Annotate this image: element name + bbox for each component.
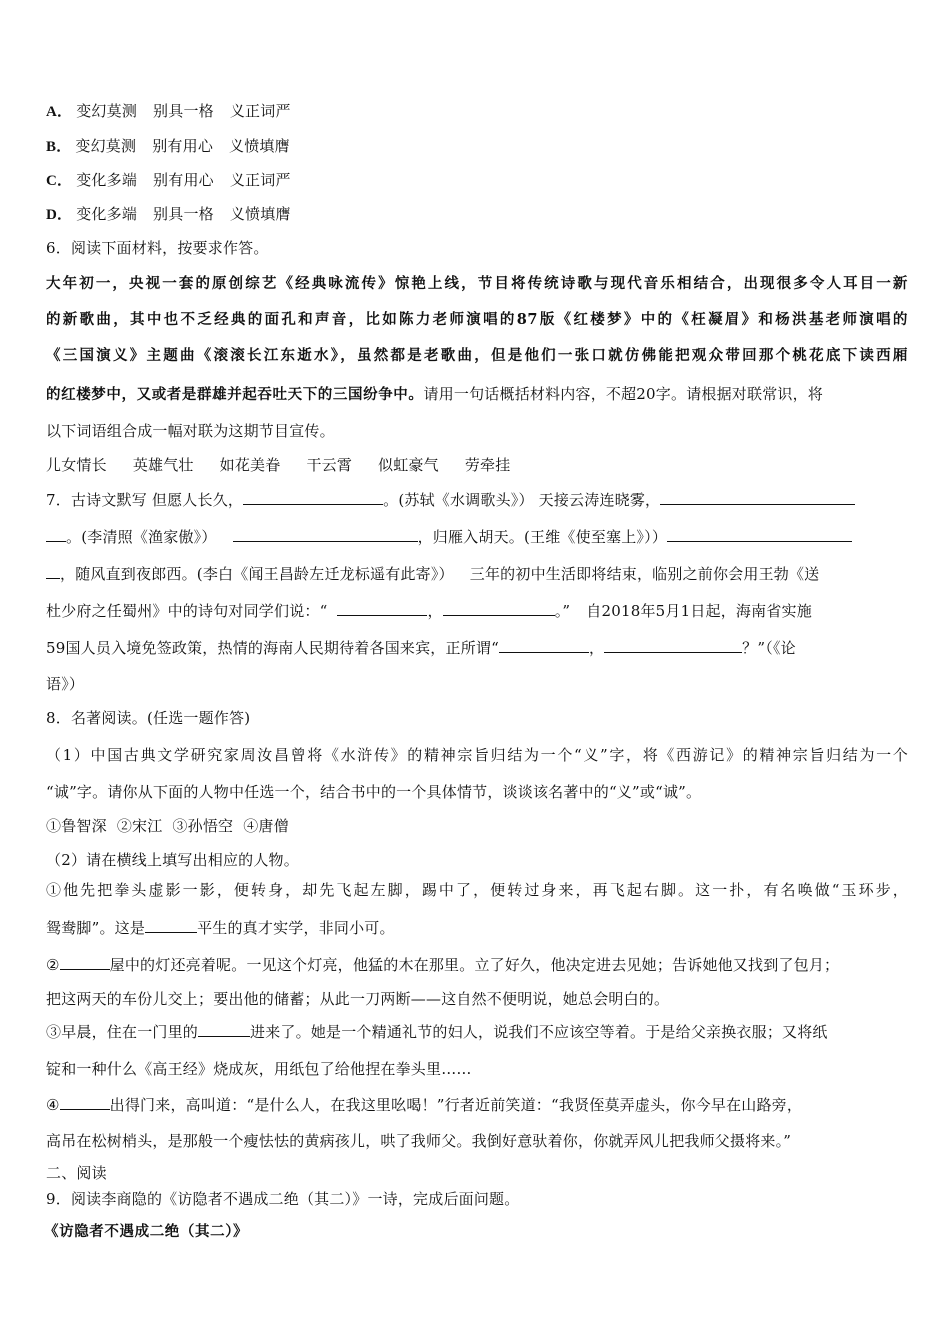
word: 儿女情长 — [46, 456, 107, 474]
q6-prompt: 6．阅读下面材料，按要求作答。 — [46, 239, 269, 257]
q7-text: 杜少府之任蜀州》中的诗句对同学们说：“ — [46, 602, 328, 620]
q8-item2-line: 把这两天的车份儿交上；要出他的储蓄；从此一刀两断——这自然不便明说，她总会明白的。 — [46, 990, 670, 1008]
q6-material-line — [46, 384, 908, 405]
option-word: 别有用心 — [153, 171, 214, 189]
answer-blank[interactable] — [667, 526, 852, 542]
q8-text: 进来了。她是一个精通礼节的妇人，说我们不应该空等着。于是给父亲换衣服；又将纸 — [250, 1023, 828, 1041]
q6-material-text: 的红楼梦中，又或者是群雄并起吞吐天下的三国纷争中。 — [46, 386, 424, 403]
option-letter: A． — [46, 104, 73, 120]
option-word: 变化多端 — [76, 171, 138, 189]
q7-text: 三年的初中生活即将结束，临别之前你会用王勃《送 — [469, 565, 820, 583]
option-word: 别具一格 — [153, 205, 214, 223]
word: 干云霄 — [306, 456, 353, 474]
option-b — [46, 136, 908, 157]
q7-line — [46, 600, 908, 621]
answer-blank[interactable] — [60, 1094, 110, 1110]
option-word: 别有用心 — [152, 137, 214, 155]
option-d — [46, 204, 908, 225]
q6-material-line: 大年初一，央视一套的原创综艺《经典咏流传》惊艳上线，节目将传统诗歌与现代音乐相结合，出现很多令人耳目一新 — [46, 275, 908, 292]
q8-item4-line: 高吊在松树梢头，是那般一个瘦怯怯的黄病孩儿，哄了我师父。我倒好意驮着你，你就弄风儿把我师父摄将来。” — [46, 1132, 792, 1150]
q7-text: 59国人员入境免签政策，热情的海南人民期待着各国来宾，正所谓“ — [46, 639, 499, 657]
option-word: 义愤填膺 — [229, 137, 290, 155]
option-letter: D． — [46, 207, 73, 223]
q6-word-list — [46, 455, 908, 475]
option-word: 变幻莫测 — [75, 137, 137, 155]
section-heading: 二、阅读 — [46, 1164, 107, 1182]
option-word: 义正词严 — [229, 102, 291, 120]
q8-item3-line — [46, 1021, 908, 1042]
q8-item1-line — [46, 917, 908, 938]
q7-line: 语》） — [46, 675, 85, 693]
character-option: ①鲁智深 — [46, 817, 107, 835]
q7-line — [46, 489, 908, 510]
q6-material-line: 的新歌曲，其中也不乏经典的面孔和声音，比如陈力老师演唱的87版《红楼梦》中的《枉凝眉》和杨洪基老师演唱的 — [46, 311, 908, 328]
answer-blank[interactable] — [145, 917, 197, 933]
answer-blank[interactable] — [660, 489, 855, 505]
q7-text: ， — [588, 639, 605, 657]
character-option: ②宋江 — [116, 817, 163, 835]
option-letter: B． — [46, 139, 72, 155]
q8-part1-line: “诚”字。请你从下面的人物中任选一个，结合书中的一个具体情节，谈谈该名著中的“义”或“诚”。 — [46, 783, 702, 801]
option-word: 义正词严 — [229, 171, 291, 189]
answer-blank[interactable] — [233, 526, 418, 542]
answer-blank[interactable] — [198, 1021, 250, 1037]
q7-text: 7．古诗文默写 但愿人长久， — [46, 491, 244, 509]
word: 似虹豪气 — [378, 456, 439, 474]
q7-text: ，随风直到夜郎西。(李白《闻王昌龄左迁龙标遥有此寄》） — [60, 565, 454, 583]
q7-line — [46, 637, 908, 658]
q8-item2-line — [46, 954, 908, 975]
q7-text: 。(李清照《渔家傲》） — [66, 528, 217, 546]
q7-line — [46, 526, 908, 547]
q7-line — [46, 563, 908, 584]
q7-text: 。” — [554, 602, 571, 620]
option-letter: C． — [46, 173, 73, 189]
q6-material-line: 《三国演义》主题曲《滚滚长江东逝水》，虽然都是老歌曲，但是他们一张口就仿佛能把观众带回那个桃花底下读西厢 — [46, 347, 908, 364]
q8-part2-title: （2）请在横线上填写出相应的人物。 — [46, 851, 299, 869]
character-option: ④唐僧 — [243, 817, 289, 835]
q8-text: 平生的真才实学，非同小可。 — [197, 919, 395, 937]
q8-text: ④ — [46, 1096, 60, 1114]
q8-title: 8．名著阅读。(任选一题作答) — [46, 709, 251, 727]
option-word: 别具一格 — [153, 102, 214, 120]
q8-part1-line: （1）中国古典文学研究家周汝昌曾将《水浒传》的精神宗旨归结为一个“义”字，将《西游记》的精神宗旨归结为一个 — [46, 746, 908, 764]
word: 如花美眷 — [219, 456, 281, 474]
poem-title: 《访隐者不遇成二绝（其二）》 — [44, 1223, 249, 1240]
answer-blank[interactable] — [60, 954, 110, 970]
answer-blank[interactable] — [243, 489, 383, 505]
q8-character-list — [46, 816, 908, 836]
option-word: 变幻莫测 — [76, 102, 138, 120]
q8-text: 出得门来，高叫道：“是什么人，在我这里吆喝！”行者近前笑道：“我贤侄莫弄虚头，你今早在山路旁， — [109, 1096, 803, 1114]
character-option: ③孙悟空 — [172, 817, 234, 835]
answer-blank[interactable] — [46, 526, 66, 542]
option-c — [46, 170, 908, 191]
q8-text: ③早晨，住在一门里的 — [46, 1023, 199, 1041]
option-a — [46, 101, 908, 122]
q8-text: 鸳鸯脚”。这是 — [46, 919, 146, 937]
word: 劳牵挂 — [464, 456, 511, 474]
q6-instruction-line: 以下词语组合成一幅对联为这期节目宣传。 — [46, 422, 335, 440]
q8-text: 屋中的灯还亮着呢。一见这个灯亮，他猛的木在那里。立了好久，他决定进去见她；告诉她他又找到了包月； — [109, 956, 840, 974]
q8-item4-line — [46, 1094, 908, 1115]
q8-item3-line: 锭和一种什么《高王经》烧成灰，用纸包了给他捏在拳头里…… — [46, 1060, 472, 1078]
option-word: 义愤填膺 — [229, 205, 291, 223]
q8-item1-line: ①他先把拳头虚影一影，便转身，却先飞起左脚，踢中了，便转过身来，再飞起右脚。这一扑，有名唤做“玉环步， — [46, 881, 908, 899]
word: 英雄气壮 — [132, 456, 194, 474]
q7-text: ，归雁入胡天。(王维《使至塞上》）） — [417, 528, 668, 546]
answer-blank[interactable] — [337, 600, 427, 616]
q6-instruction: 请用一句话概括材料内容，不超20字。请根据对联常识，将 — [423, 385, 823, 403]
q7-text: ， — [427, 602, 443, 620]
option-word: 变化多端 — [76, 205, 138, 223]
q7-text: 自2018年5月1日起，海南省实施 — [586, 602, 812, 620]
answer-blank[interactable] — [604, 637, 742, 653]
q8-text: ② — [46, 956, 60, 974]
q9-prompt: 9．阅读李商隐的《访隐者不遇成二绝（其二）》一诗，完成后面问题。 — [46, 1190, 520, 1208]
answer-blank[interactable] — [46, 563, 60, 579]
answer-blank[interactable] — [443, 600, 555, 616]
answer-blank[interactable] — [499, 637, 589, 653]
q7-text: ？”（《论 — [742, 639, 796, 657]
q7-text: 。(苏轼《水调歌头》） 天接云涛连晓雾， — [383, 491, 661, 509]
